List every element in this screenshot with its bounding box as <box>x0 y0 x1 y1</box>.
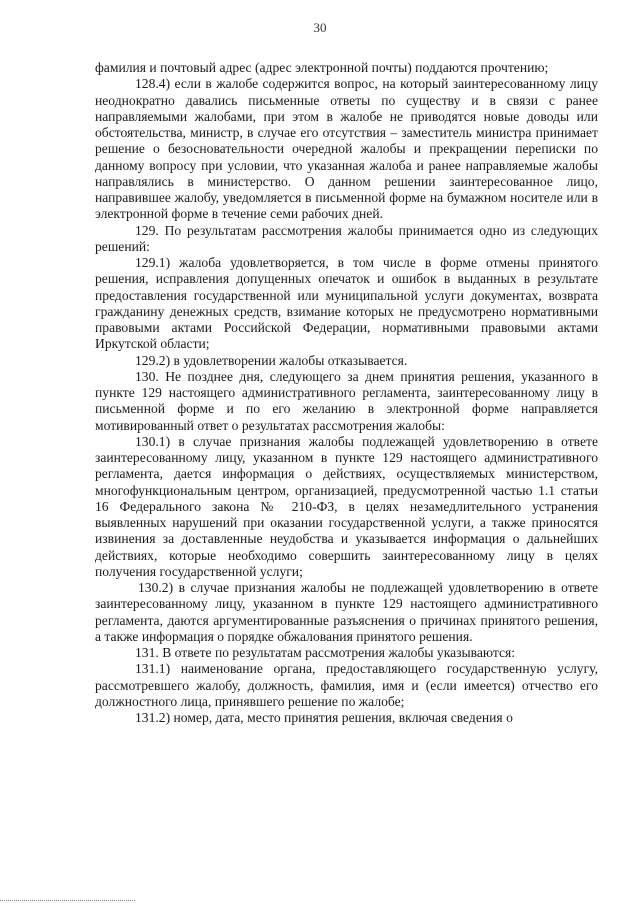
page-number: 30 <box>313 20 327 35</box>
paragraph-0: фамилия и почтовый адрес (адрес электронной почты) поддаются прочтению; <box>95 60 549 75</box>
footer-divider <box>0 900 135 901</box>
paragraph-131-1: 131.1) наименование органа, предоставляющего государственную услугу, рассмотревшего жалобу, должность, фамилия, имя и (если имеется) отчество его должностного лица, принявшего решение по жалобе; <box>95 661 598 709</box>
document-body <box>95 60 598 726</box>
paragraph-131-2: 131.2) номер, дата, место принятия решения, включая сведения о <box>135 710 513 725</box>
paragraph-130-1: 130.1) в случае признания жалобы подлежащей удовлетворению в ответе заинтересованному лицу, указанном в пункте 129 настоящего административного регламента, дается информация о действиях, осуществляемых министерством, многофункциональным центром, организацией, предусмотренной частью 1.1 статьи 16 Федерального закона № 210-ФЗ, в целях незамедлительного устранения выявленных нарушений при оказании государственной услуги, а также приносятся извинения за доставленные неудобства и указывается информация о дальнейших действиях, которые необходимо совершить заинтересованному лицу в целях получения государственной услуги; <box>95 433 598 579</box>
paragraph-131: 131. В ответе по результатам рассмотрения жалобы указываются: <box>135 645 516 660</box>
paragraph-129-2: 129.2) в удовлетворении жалобы отказывается. <box>135 352 408 368</box>
paragraph-128-4: 128.4) если в жалобе содержится вопрос, на который заинтересованному лицу неоднократно давались письменные ответы по существу и в связи с ранее направляемыми жалобами, при этом в жалобе не приводятся новые доводы или обстоятельства, министр, в случае его отсутствия – заместитель министра принимает решение о безосновательности очередной жалобы и прекращении переписки по данному вопросу при условии, что указанная жалоба и ранее направляемые жалобы направлялись в министерство. О данном решении заинтересованное лицо, направившее жалобу, уведомляется в письменной форме на бумажном носителе или в электронной форме в течение семи рабочих дней. <box>95 76 598 222</box>
paragraph-129: 129. По результатам рассмотрения жалобы принимается одно из следующих решений: <box>95 222 598 254</box>
paragraph-130-2: 130.2) в случае признания жалобы не подлежащей удовлетворению в ответе заинтересованному лицу, указанном в пункте 129 настоящего административного регламента, даются аргументированные разъяснения о причинах принятого решения, а также информация о порядке обжалования принятого решения. <box>95 580 598 644</box>
paragraph-130: 130. Не позднее дня, следующего за днем принятия решения, указанного в пункте 129 настоящего административного регламента, заинтересованному лицу в письменной форме и по его желанию в электронной форме направляется мотивированный ответ о результатах рассмотрения жалобы: <box>95 368 598 433</box>
paragraph-129-1: 129.1) жалоба удовлетворяется, в том числе в форме отмены принятого решения, исправления допущенных опечаток и ошибок в выданных в результате предоставления государственной или муниципальной услуги документах, возврата гражданину денежных средств, взимание которых не предусмотрено нормативными правовыми актами Российской Федерации, нормативными правовыми актами Иркутской области; <box>95 255 598 352</box>
